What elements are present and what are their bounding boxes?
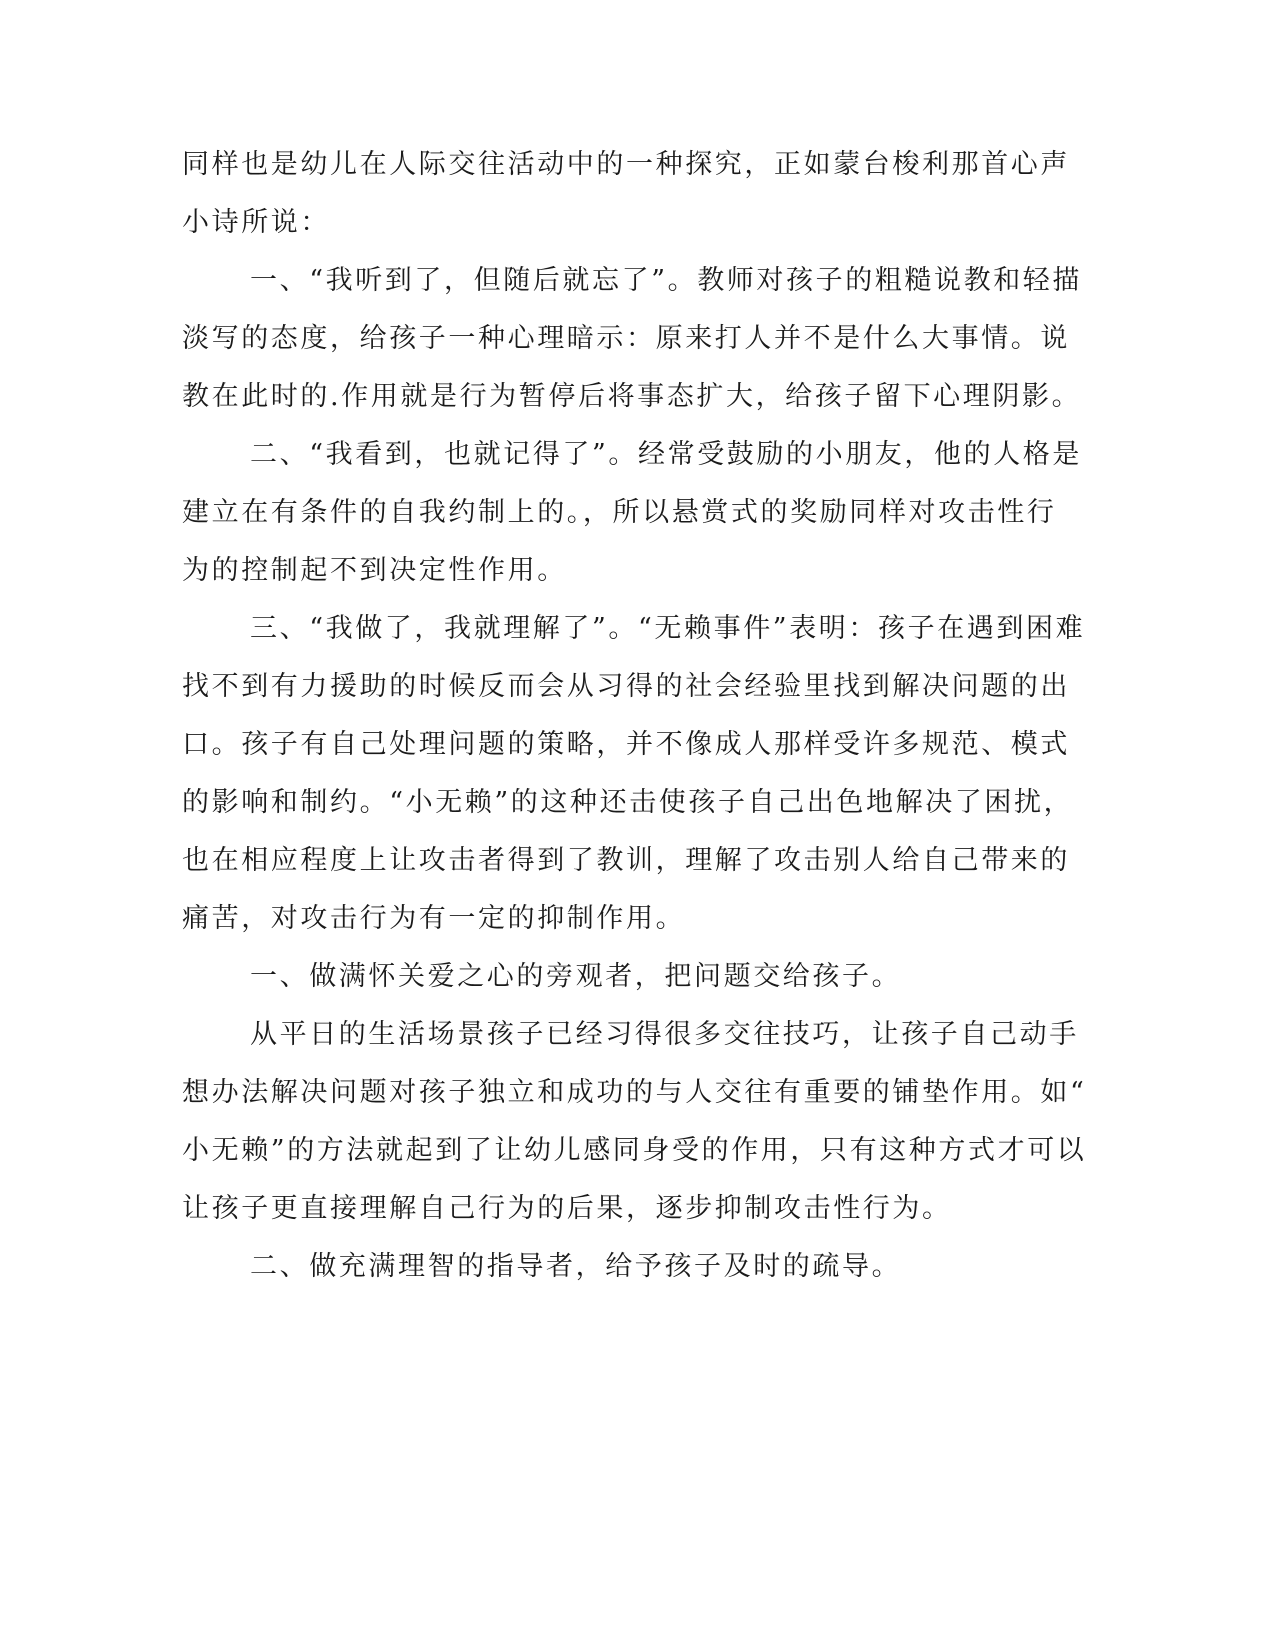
text-line: 从平日的生活场景孩子已经习得很多交往技巧，让孩子自己动手 (250, 1019, 1079, 1050)
text-line: 同样也是幼儿在人际交往活动中的一种探究，正如蒙台梭利那首心声 (182, 149, 1070, 180)
text-line: 让孩子更直接理解自己行为的后果，逐步抑制攻击性行为。 (182, 1193, 952, 1224)
text-line: 一、“我听到了，但随后就忘了”。教师对孩子的粗糙说教和轻描 (250, 265, 1083, 296)
text-line: 三、“我做了，我就理解了”。“无赖事件”表明：孩子在遇到困难 (250, 613, 1086, 644)
text-line: 淡写的态度，给孩子一种心理暗示：原来打人并不是什么大事情。说 (182, 323, 1070, 354)
text-line: 想办法解决问题对孩子独立和成功的与人交往有重要的铺垫作用。如“ (182, 1077, 1087, 1108)
text-line: 二、“我看到，也就记得了”。经常受鼓励的小朋友，他的人格是 (250, 439, 1083, 470)
text-line: 小无赖”的方法就起到了让幼儿感同身受的作用，只有这种方式才可以 (182, 1135, 1087, 1166)
text-line: 建立在有条件的自我约制上的。，所以悬赏式的奖励同样对攻击性行 (182, 497, 1057, 528)
text-line: 痛苦，对攻击行为有一定的抑制作用。 (182, 903, 686, 934)
text-line: 的影响和制约。“小无赖”的这种还击使孩子自己出色地解决了困扰， (182, 787, 1074, 818)
text-line: 教在此时的.作用就是行为暂停后将事态扩大，给孩子留下心理阴影。 (182, 381, 1082, 412)
text-line: 小诗所说： (182, 207, 330, 238)
text-line: 一、做满怀关爱之心的旁观者，把问题交给孩子。 (250, 961, 902, 992)
text-line: 也在相应程度上让攻击者得到了教训，理解了攻击别人给自己带来的 (182, 845, 1070, 876)
text-line: 为的控制起不到决定性作用。 (182, 555, 567, 586)
text-line: 二、做充满理智的指导者，给予孩子及时的疏导。 (250, 1251, 902, 1282)
text-line: 找不到有力援助的时候反而会从习得的社会经验里找到解决问题的出 (182, 671, 1070, 702)
text-line: 口。孩子有自己处理问题的策略，并不像成人那样受许多规范、模式 (182, 729, 1070, 760)
document-body (182, 136, 1087, 1296)
